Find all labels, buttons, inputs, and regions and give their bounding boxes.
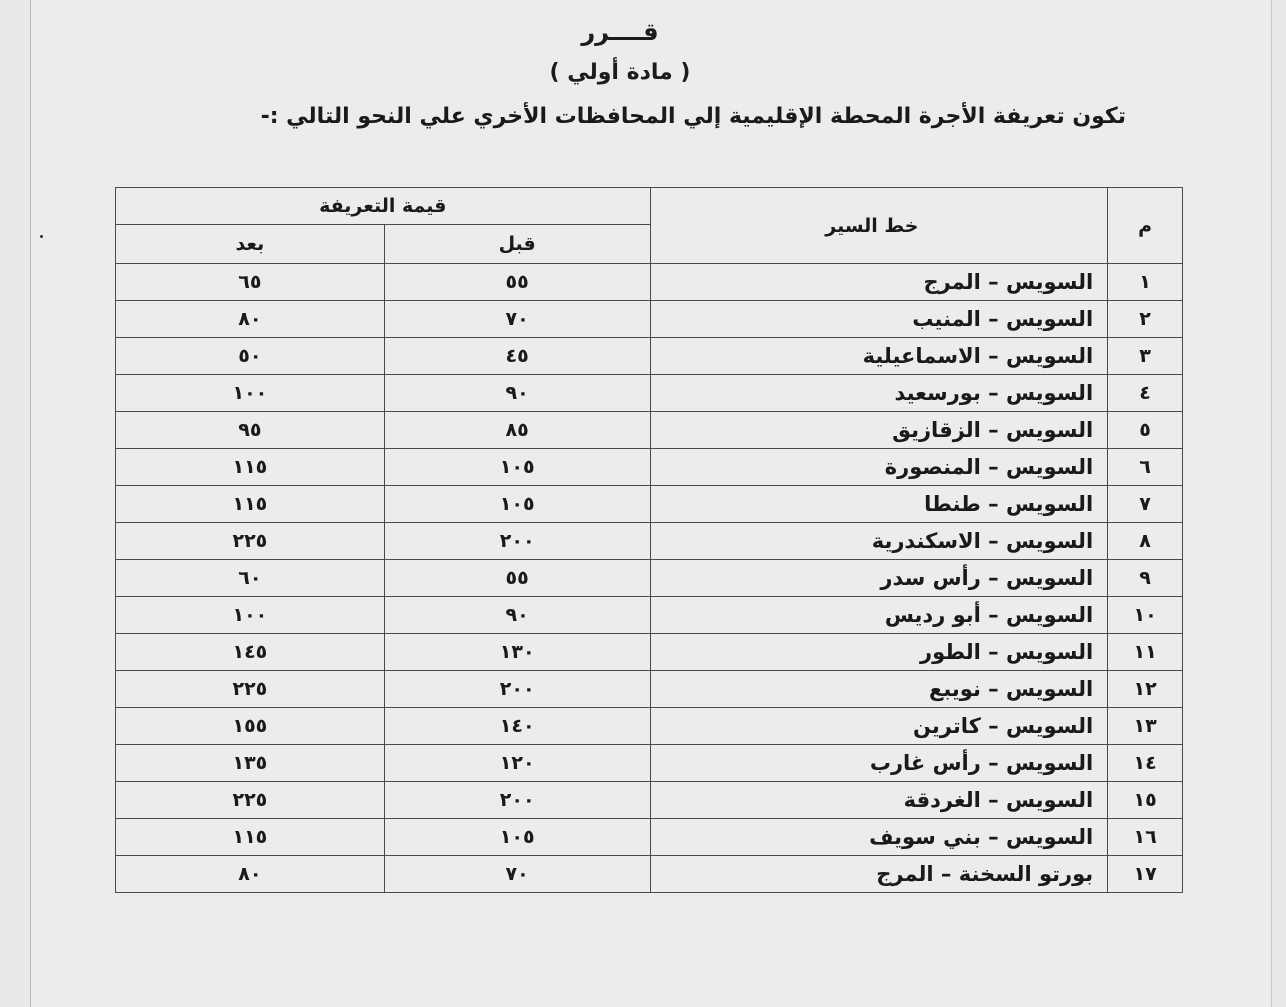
row-number: ٣: [1108, 338, 1183, 375]
row-fare-after: ١٥٥: [116, 708, 385, 745]
row-route: السويس – المرج: [650, 264, 1108, 301]
header-before: قبل: [384, 225, 650, 264]
table-row: [116, 375, 1183, 412]
row-route: بورتو السخنة – المرج: [650, 856, 1108, 893]
table-row: [116, 301, 1183, 338]
row-fare-after: ١٠٠: [116, 375, 385, 412]
table-row: [116, 745, 1183, 782]
row-fare-before: ١٠٥: [384, 486, 650, 523]
row-route: السويس – الطور: [650, 634, 1108, 671]
header-route: خط السير: [650, 188, 1108, 264]
row-number: ١٧: [1108, 856, 1183, 893]
row-fare-before: ٥٥: [384, 560, 650, 597]
document-subtitle: ( مادة أولي ): [549, 60, 691, 85]
row-fare-before: ٢٠٠: [384, 523, 650, 560]
row-number: ١٢: [1108, 671, 1183, 708]
row-fare-before: ١٠٥: [384, 819, 650, 856]
row-fare-after: ١١٥: [116, 486, 385, 523]
intro-paragraph: تكون تعريفة الأجرة المحطة الإقليمية إلي المحافظات الأخري علي النحو التالي :-: [260, 104, 1126, 129]
row-fare-after: ٥٠: [116, 338, 385, 375]
row-route: السويس – طنطا: [650, 486, 1108, 523]
header-after: بعد: [116, 225, 385, 264]
row-number: ٧: [1108, 486, 1183, 523]
row-fare-before: ٤٥: [384, 338, 650, 375]
document-title: قــــرر: [581, 18, 659, 46]
table-row: [116, 264, 1183, 301]
row-fare-before: ٧٠: [384, 856, 650, 893]
table-row: [116, 856, 1183, 893]
row-fare-before: ٢٠٠: [384, 782, 650, 819]
row-fare-after: ١٠٠: [116, 597, 385, 634]
row-fare-before: ٢٠٠: [384, 671, 650, 708]
row-fare-after: ٨٠: [116, 856, 385, 893]
table-row: [116, 819, 1183, 856]
row-number: ٤: [1108, 375, 1183, 412]
fare-table: [115, 187, 1183, 893]
header-fare-value: قيمة التعريفة: [116, 188, 651, 225]
row-fare-before: ١٠٥: [384, 449, 650, 486]
row-route: السويس – الغردقة: [650, 782, 1108, 819]
row-route: السويس – رأس سدر: [650, 560, 1108, 597]
table-row: [116, 486, 1183, 523]
table-row: [116, 634, 1183, 671]
row-number: ٥: [1108, 412, 1183, 449]
row-fare-before: ٩٠: [384, 375, 650, 412]
row-fare-before: ١٣٠: [384, 634, 650, 671]
row-fare-after: ١٣٥: [116, 745, 385, 782]
table-row: [116, 449, 1183, 486]
row-route: السويس – نويبع: [650, 671, 1108, 708]
row-route: السويس – المنيب: [650, 301, 1108, 338]
table-header-row: [116, 188, 1183, 225]
row-fare-after: ١٤٥: [116, 634, 385, 671]
row-fare-after: ٢٢٥: [116, 671, 385, 708]
row-fare-after: ٦٥: [116, 264, 385, 301]
row-number: ١٠: [1108, 597, 1183, 634]
row-route: السويس – أبو رديس: [650, 597, 1108, 634]
row-number: ٢: [1108, 301, 1183, 338]
row-number: ١٥: [1108, 782, 1183, 819]
table-row: [116, 597, 1183, 634]
row-fare-before: ١٤٠: [384, 708, 650, 745]
row-number: ١٣: [1108, 708, 1183, 745]
row-route: السويس – الزقازيق: [650, 412, 1108, 449]
row-fare-after: ٢٢٥: [116, 523, 385, 560]
row-number: ١٦: [1108, 819, 1183, 856]
table-row: [116, 708, 1183, 745]
table-body: [116, 264, 1183, 893]
table-row: [116, 782, 1183, 819]
row-fare-after: ١١٥: [116, 819, 385, 856]
row-route: السويس – بورسعيد: [650, 375, 1108, 412]
row-route: السويس – الاسماعيلية: [650, 338, 1108, 375]
row-number: ١: [1108, 264, 1183, 301]
header-number: م: [1108, 188, 1183, 264]
row-fare-after: ٨٠: [116, 301, 385, 338]
row-fare-before: ٨٥: [384, 412, 650, 449]
row-fare-after: ٩٥: [116, 412, 385, 449]
table-row: [116, 560, 1183, 597]
row-number: ١١: [1108, 634, 1183, 671]
row-number: ١٤: [1108, 745, 1183, 782]
margin-mark: [40, 235, 43, 238]
row-route: السويس – المنصورة: [650, 449, 1108, 486]
row-fare-before: ٧٠: [384, 301, 650, 338]
row-number: ٨: [1108, 523, 1183, 560]
table-row: [116, 523, 1183, 560]
table-row: [116, 671, 1183, 708]
row-fare-before: ٥٥: [384, 264, 650, 301]
row-route: السويس – بني سويف: [650, 819, 1108, 856]
row-fare-after: ٢٢٥: [116, 782, 385, 819]
row-fare-before: ٩٠: [384, 597, 650, 634]
row-fare-after: ١١٥: [116, 449, 385, 486]
row-number: ٩: [1108, 560, 1183, 597]
row-route: السويس – كاترين: [650, 708, 1108, 745]
row-route: السويس – الاسكندرية: [650, 523, 1108, 560]
row-route: السويس – رأس غارب: [650, 745, 1108, 782]
row-number: ٦: [1108, 449, 1183, 486]
table-row: [116, 412, 1183, 449]
row-fare-before: ١٢٠: [384, 745, 650, 782]
row-fare-after: ٦٠: [116, 560, 385, 597]
table-row: [116, 338, 1183, 375]
